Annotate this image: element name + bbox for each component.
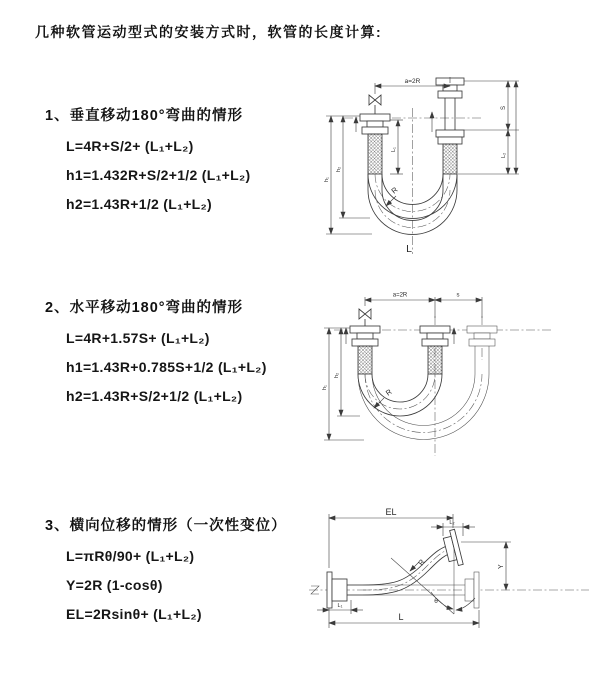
diagram-horizontal-180-bend bbox=[312, 282, 577, 462]
valve-icon bbox=[369, 95, 381, 114]
dim-label-el: EL bbox=[385, 507, 397, 517]
formula-line: h2=1.43R+1/2 (L₁+L₂) bbox=[66, 196, 213, 212]
dimension-l-total bbox=[329, 608, 479, 628]
dim-label-h1: h₁ bbox=[322, 385, 328, 390]
formula-line: h2=1.43R+S/2+1/2 (L₁+L₂) bbox=[66, 388, 243, 404]
hose-u-bend-solid bbox=[358, 374, 442, 416]
radius-callout bbox=[410, 557, 427, 571]
section-lateral-displacement bbox=[45, 514, 287, 629]
dim-label-a2r: a=2R bbox=[404, 78, 421, 85]
hose-braid-middle bbox=[428, 346, 442, 374]
formula-line: h1=1.432R+S/2+1/2 (L₁+L₂) bbox=[66, 167, 251, 183]
dim-label-l2: L₂ bbox=[449, 520, 455, 526]
right-pipe-fitting bbox=[436, 78, 464, 174]
page-title: 几种软管运动型式的安装方式时，软管的长度计算: bbox=[35, 24, 383, 40]
formula-line: EL=2Rsinθ+ (L₁+L₂) bbox=[66, 606, 202, 622]
dim-label-a2r: a=2R bbox=[392, 292, 408, 299]
formula-line: L=4R+1.57S+ (L₁+L₂) bbox=[66, 330, 210, 346]
diagram-vertical-180-bend bbox=[310, 70, 560, 265]
angle-theta-construction bbox=[391, 548, 475, 614]
dimension-l1 bbox=[390, 120, 403, 174]
centerline bbox=[309, 586, 589, 594]
section-heading: 1、垂直移动180°弯曲的情形 bbox=[45, 108, 244, 124]
dim-label-h2: h₂ bbox=[334, 372, 340, 378]
dim-label-l2: L₂ bbox=[501, 152, 507, 158]
dimension-a2r-s bbox=[365, 293, 482, 319]
section-horizontal-movement bbox=[45, 296, 267, 411]
dim-label-s: s bbox=[456, 292, 460, 299]
hose-u-bend-displaced bbox=[358, 374, 489, 440]
dim-label-l: L bbox=[398, 612, 404, 622]
dim-label-theta: θ bbox=[434, 598, 438, 605]
dim-label-s: S bbox=[501, 105, 507, 110]
dimension-s-l2 bbox=[458, 81, 519, 174]
section-vertical-movement bbox=[45, 104, 251, 219]
formula-line: L=4R+S/2+ (L₁+L₂) bbox=[66, 138, 194, 154]
left-pipe-fitting bbox=[360, 114, 390, 174]
left-pipe-fitting bbox=[350, 326, 380, 374]
dim-label-l1: L₁ bbox=[337, 603, 343, 609]
dim-label-r: R bbox=[416, 557, 427, 568]
formula-line: Y=2R (1-cosθ) bbox=[66, 577, 163, 593]
middle-pipe-fitting bbox=[420, 326, 450, 374]
dim-label-h1: h₁ bbox=[324, 177, 330, 182]
hose-braid-left bbox=[368, 134, 382, 174]
formula-line: h1=1.43R+0.785S+1/2 (L₁+L₂) bbox=[66, 359, 267, 375]
upper-flange bbox=[442, 529, 463, 567]
dim-label-r: R bbox=[383, 387, 394, 398]
section-heading: 2、水平移动180°弯曲的情形 bbox=[45, 300, 244, 316]
dim-label-r: R bbox=[389, 185, 400, 196]
hose-braid-right bbox=[443, 144, 457, 174]
dim-label-l-total: L bbox=[406, 243, 412, 255]
dimension-l1 bbox=[317, 600, 363, 614]
dim-label-h2: h₂ bbox=[336, 166, 342, 172]
valve-icon bbox=[359, 309, 371, 326]
hose-s-curve bbox=[363, 544, 455, 595]
dim-label-l1: L₁ bbox=[391, 147, 397, 152]
formula-line: L=πRθ/90+ (L₁+L₂) bbox=[66, 548, 195, 564]
hose-braid-left bbox=[358, 346, 372, 374]
dim-label-y: Y bbox=[498, 564, 505, 569]
diagram-lateral-displacement bbox=[303, 502, 593, 652]
section-heading: 3、横向位移的情形（一次性变位） bbox=[45, 518, 287, 534]
